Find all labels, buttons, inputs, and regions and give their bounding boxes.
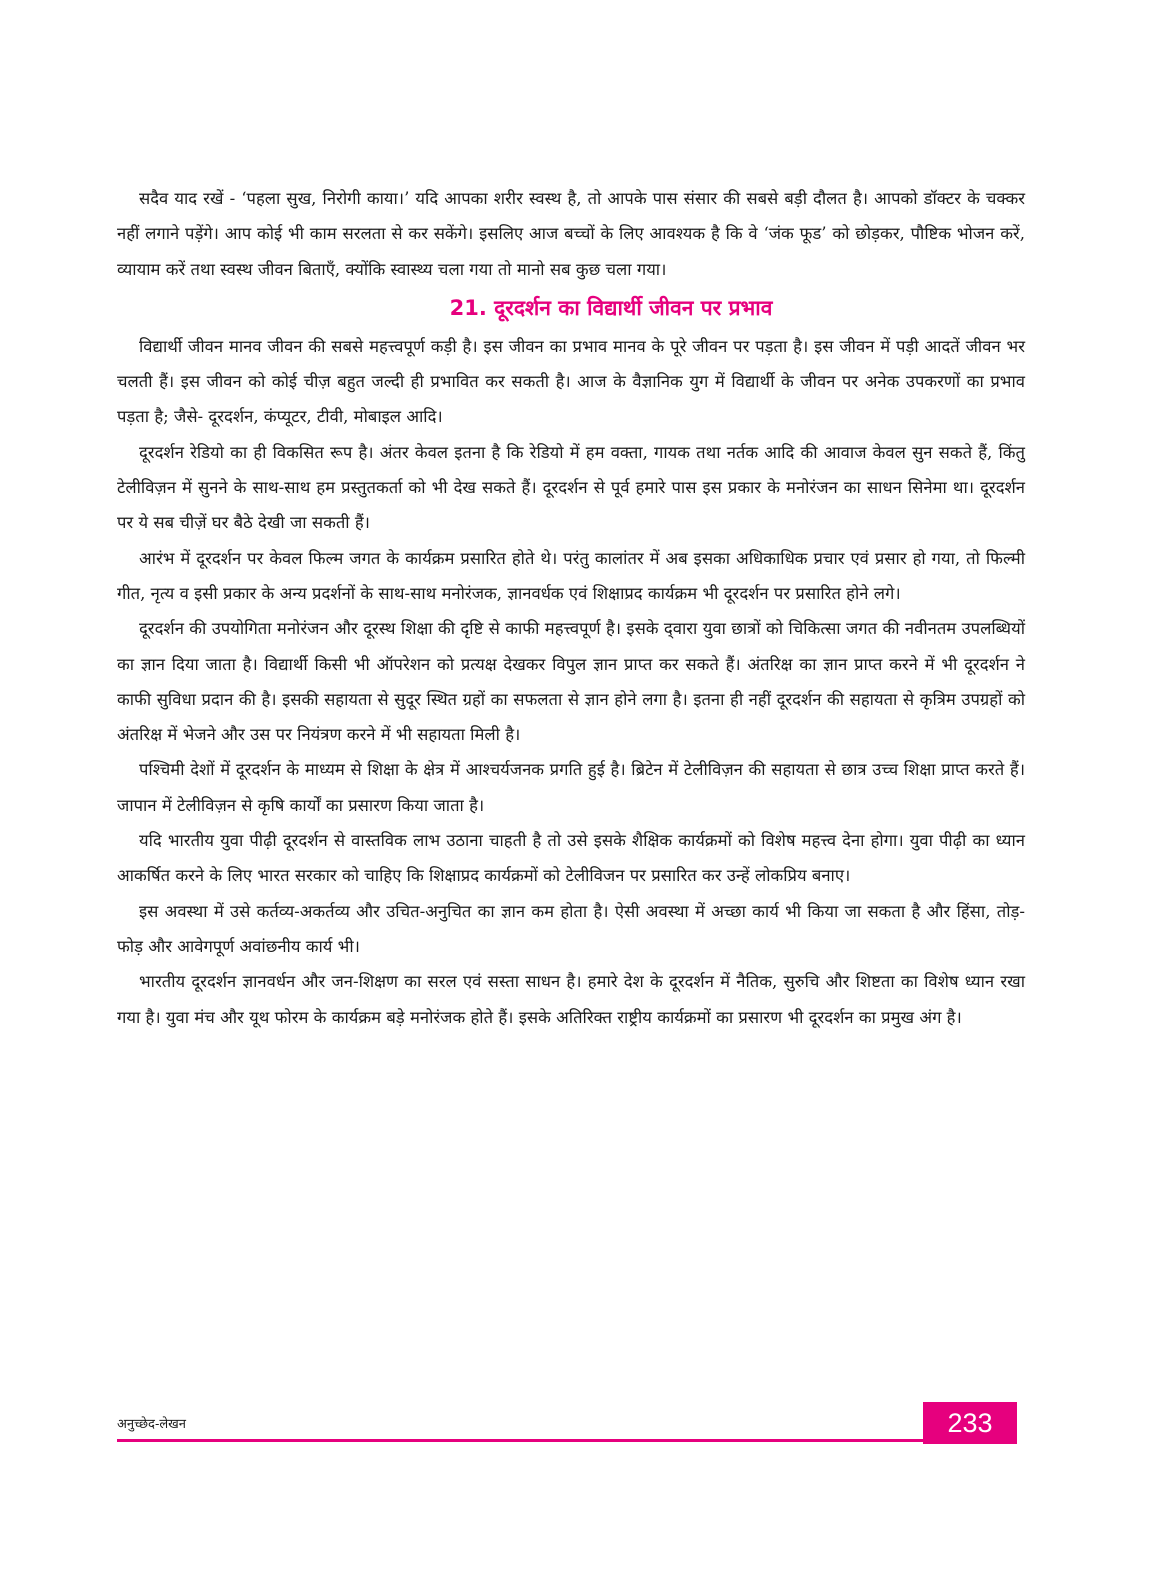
paragraph-2: दूरदर्शन रेडियो का ही विकसित रूप है। अंतर केवल इतना है कि रेडियो में हम वक्ता, गायक तथा नर्तक आदि की आवाज केवल सुन सकते हैं, किंतु टेलीविज़न में सुनने के साथ-साथ हम प्रस्तुतकर्ता को भी देख सकते हैं। दूरदर्शन से पूर्व हमारे पास इस प्रकार के मनोरंजन का साधन सिनेमा था। दूरदर्शन पर ये सब चीज़ें घर बैठे देखी जा सकती हैं।: [117, 442, 1025, 533]
section-heading: 21. दूरदर्शन का विद्यार्थी जीवन पर प्रभाव: [449, 295, 773, 320]
paragraph-5: पश्चिमी देशों में दूरदर्शन के माध्यम से शिक्षा के क्षेत्र में आश्चर्यजनक प्रगति हुई है। ब्रिटेन में टेलीविज़न की सहायता से छात्र उच्च शिक्षा प्राप्त करते हैं। जापान में टेलीविज़न से कृषि कार्यों का प्रसारण किया जाता है।: [117, 760, 1025, 815]
footer-divider: [117, 1439, 923, 1442]
paragraph-4: दूरदर्शन की उपयोगिता मनोरंजन और दूरस्थ शिक्षा की दृष्टि से काफी महत्त्वपूर्ण है। इसके द्‌वारा युवा छात्रों को चिकित्सा जगत की नवीनतम उपलब्धियों का ज्ञान दिया जाता है। विद्यार्थी किसी भी ऑपरेशन को प्रत्यक्ष देखकर विपुल ज्ञान प्राप्त कर सकते हैं। अंतरिक्ष का ज्ञान प्राप्त करने में भी दूरदर्शन ने काफी सुविधा प्रदान की है। इसकी सहायता से सुदूर स्थित ग्रहों का सफलता से ज्ञान होने लगा है। इतना ही नहीं दूरदर्शन की सहायता से कृत्रिम उपग्रहों को अंतरिक्ष में भेजने और उस पर नियंत्रण करने में भी सहायता मिली है।: [117, 619, 1025, 745]
page-number: 233: [923, 1402, 1017, 1444]
paragraph-3: आरंभ में दूरदर्शन पर केवल फिल्म जगत के कार्यक्रम प्रसारित होते थे। परंतु कालांतर में अब इसका अधिकाधिक प्रचार एवं प्रसार हो गया, तो फिल्मी गीत, नृत्य व इसी प्रकार के अन्य प्रदर्शनों के साथ-साथ मनोरंजक, ज्ञानवर्धक एवं शिक्षाप्रद कार्यक्रम भी दूरदर्शन पर प्रसारित होने लगे।: [117, 548, 1025, 603]
paragraph-6: यदि भारतीय युवा पीढ़ी दूरदर्शन से वास्तविक लाभ उठाना चाहती है तो उसे इसके शैक्षिक कार्यक्रमों को विशेष महत्त्व देना होगा। युवा पीढ़ी का ध्यान आकर्षित करने के लिए भारत सरकार को चाहिए कि शिक्षाप्रद कार्यक्रमों को टेलीविजन पर प्रसारित कर उन्हें लोकप्रिय बनाए।: [117, 831, 1025, 886]
paragraph-1: विद्यार्थी जीवन मानव जीवन की सबसे महत्त्वपूर्ण कड़ी है। इस जीवन का प्रभाव मानव के पूरे जीवन पर पड़ता है। इस जीवन में पड़ी आदतें जीवन भर चलती हैं। इस जीवन को कोई चीज़ बहुत जल्दी ही प्रभावित कर सकती है। आज के वैज्ञानिक युग में विद्यार्थी के जीवन पर अनेक उपकरणों का प्रभाव पड़ता है; जैसे- दूरदर्शन, कंप्यूटर, टीवी, मोबाइल आदि।: [117, 336, 1025, 427]
footer-label: अनुच्छेद-लेखन: [117, 1417, 187, 1432]
intro-paragraph: सदैव याद रखें - ‘पहला सुख, निरोगी काया।’ यदि आपका शरीर स्वस्थ है, तो आपके पास संसार की सबसे बड़ी दौलत है। आपको डॉक्टर के चक्कर नहीं लगाने पड़ेंगे। आप कोई भी काम सरलता से कर सकेंगे। इसलिए आज बच्चों के लिए आवश्यक है कि वे ‘जंक फूड’ को छोड़कर, पौष्टिक भोजन करें, व्यायाम करें तथा स्वस्थ जीवन बिताएँ, क्योंकि स्वास्थ्य चला गया तो मानो सब कुछ चला गया।: [117, 189, 1025, 279]
page-content: [117, 181, 1025, 1035]
page-footer: [117, 1408, 1017, 1452]
paragraph-8: भारतीय दूरदर्शन ज्ञानवर्धन और जन-शिक्षण का सरल एवं सस्ता साधन है। हमारे देश के दूरदर्शन में नैतिक, सुरुचि और शिष्टता का विशेष ध्यान रखा गया है। युवा मंच और यूथ फोरम के कार्यक्रम बड़े मनोरंजक होते हैं। इसके अतिरिक्त राष्ट्रीय कार्यक्रमों का प्रसारण भी दूरदर्शन का प्रमुख अंग है।: [117, 972, 1025, 1027]
paragraph-7: इस अवस्था में उसे कर्तव्य-अकर्तव्य और उचित-अनुचित का ज्ञान कम होता है। ऐसी अवस्था में अच्छा कार्य भी किया जा सकता है और हिंसा, तोड़-फोड़ और आवेगपूर्ण अवांछनीय कार्य भी।: [117, 901, 1025, 956]
